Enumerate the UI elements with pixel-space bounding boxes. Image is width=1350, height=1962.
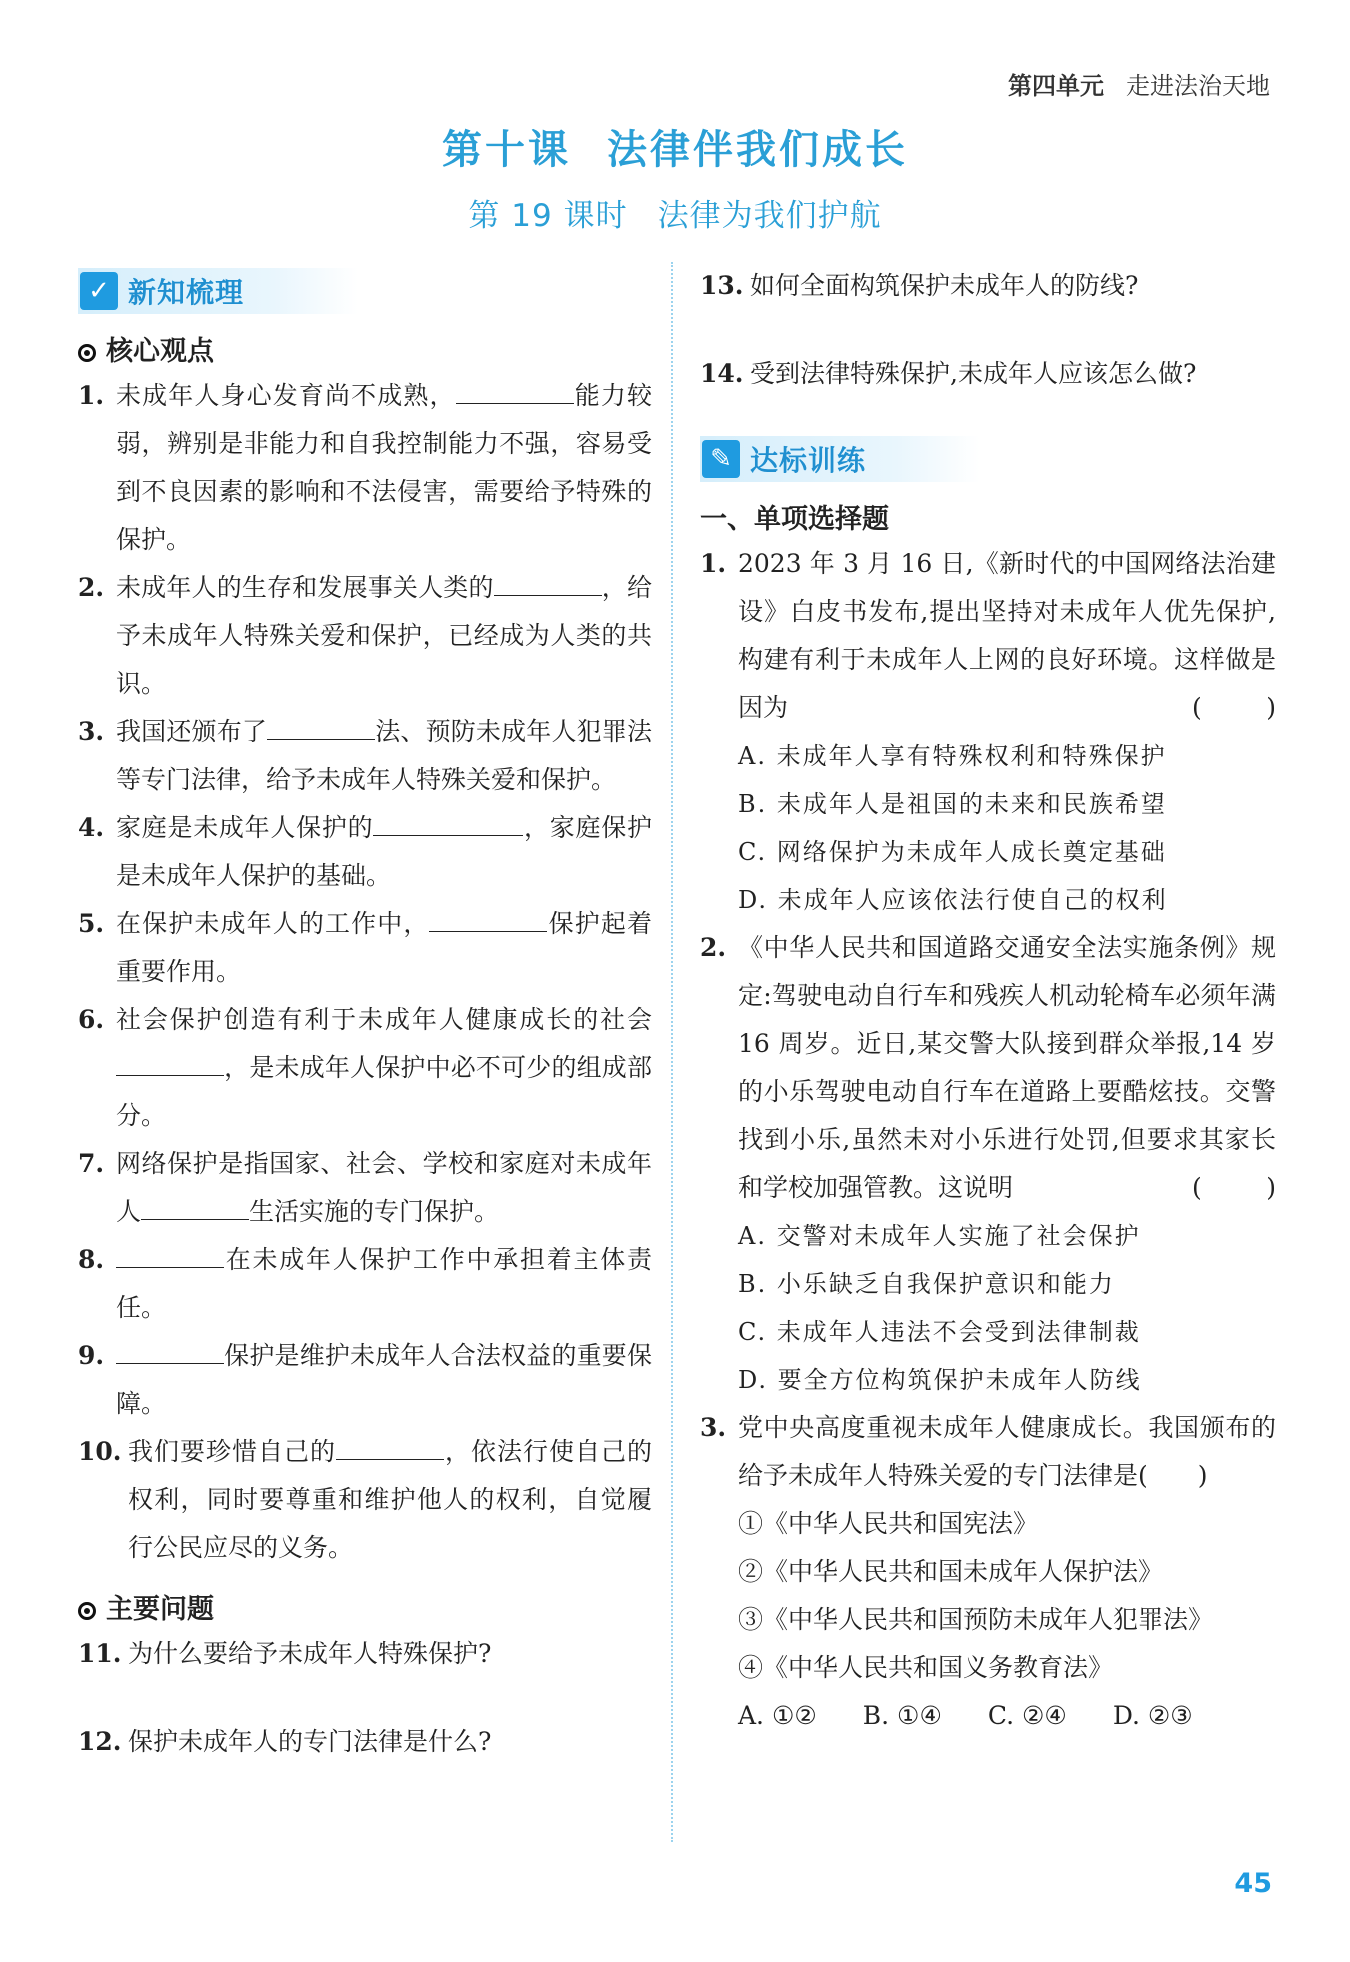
mc-option[interactable]: C. ②④ [987, 1701, 1067, 1730]
mc-question: 3. 党中央高度重视未成年人健康成长。我国颁布的给予未成年人特殊关爱的专门法律是( ) [700, 1413, 1276, 1490]
answer-blank[interactable] [494, 565, 602, 596]
checkmark-icon: ✓ [80, 272, 118, 310]
core-heading: 核心观点 [78, 332, 652, 372]
answer-blank[interactable] [116, 1333, 224, 1364]
mc-option[interactable]: B. ①④ [862, 1701, 942, 1730]
mc-choices [700, 1692, 1276, 1740]
open-question: 14. 受到法律特殊保护,未成年人应该怎么做? [700, 359, 1197, 388]
section-banner-new-knowledge [78, 268, 358, 314]
period-title [0, 190, 1350, 235]
law-option: ①《中华人民共和国宪法》 [738, 1509, 1039, 1538]
main-questions-heading: 主要问题 [78, 1590, 652, 1630]
knowledge-item: 5. 在保护未成年人的工作中， 保护起着重要作用。 [78, 900, 652, 996]
bullet-icon [78, 344, 96, 362]
answer-parentheses[interactable]: ( ) [1138, 1461, 1208, 1490]
law-option: ③《中华人民共和国预防未成年人犯罪法》 [738, 1605, 1214, 1634]
mc-option[interactable]: D. 要全方位构筑保护未成年人防线 [738, 1366, 1142, 1394]
knowledge-item: 10. 我们要珍惜自己的 ，依法行使自己的权利，同时要尊重和维护他人的权利，自觉履行公民应尽的义务。 [78, 1428, 652, 1572]
knowledge-item: 7. 网络保护是指国家、社会、学校和家庭对未成年人 生活实施的专门保护。 [78, 1149, 652, 1226]
lesson-name: 法律伴我们成长 [607, 127, 908, 173]
answer-blank[interactable] [373, 805, 523, 836]
pencil-icon: ✎ [702, 440, 740, 478]
answer-space[interactable] [78, 1678, 652, 1718]
answer-blank[interactable] [116, 1045, 224, 1076]
answer-parentheses[interactable]: ( ) [1192, 1173, 1276, 1202]
mc-option[interactable]: C. 未成年人违法不会受到法律制裁 [738, 1318, 1141, 1346]
mc-option[interactable]: A. ①② [738, 1701, 817, 1730]
column-divider [671, 262, 673, 1842]
open-question: 12. 保护未成年人的专门法律是什么? [78, 1727, 492, 1756]
mc-option[interactable]: D. ②③ [1112, 1701, 1193, 1730]
answer-blank[interactable] [141, 1189, 249, 1220]
knowledge-item: 4. 家庭是未成年人保护的 ，家庭保护是未成年人保护的基础。 [78, 804, 652, 900]
mc-option[interactable]: B. 小乐缺乏自我保护意识和能力 [738, 1270, 1115, 1298]
knowledge-item: 9. 保护是维护未成年人合法权益的重要保障。 [78, 1332, 652, 1428]
lesson-number: 第十课 [442, 127, 571, 173]
unit-title: 走进法治天地 [1126, 72, 1270, 100]
law-option: ②《中华人民共和国未成年人保护法》 [738, 1557, 1164, 1586]
knowledge-item: 6. 社会保护创造有利于未成年人健康成长的社会，是未成年人保护中必不可少的组成部分。 [78, 1005, 652, 1130]
open-question: 13. 如何全面构筑保护未成年人的防线? [700, 271, 1139, 300]
left-column [78, 268, 652, 1766]
lesson-title [0, 118, 1350, 175]
mc-option[interactable]: C. 网络保护为未成年人成长奠定基础 [738, 838, 1167, 866]
knowledge-item: 3. 我国还颁布了 法、预防未成年人犯罪法等专门法律，给予未成年人特殊关爱和保护。 [78, 708, 652, 804]
knowledge-item: 8. 在未成年人保护工作中承担着主体责任。 [78, 1236, 652, 1332]
answer-blank[interactable] [267, 709, 375, 740]
page-header [1008, 66, 1270, 101]
answer-blank[interactable] [116, 1237, 224, 1268]
answer-blank[interactable] [336, 1429, 444, 1460]
answer-blank[interactable] [429, 901, 547, 932]
page-number: 45 [1234, 1868, 1272, 1899]
section-title: 新知梳理 [128, 276, 245, 309]
answer-blank[interactable] [456, 373, 574, 404]
mc-option[interactable]: B. 未成年人是祖国的未来和民族希望 [738, 790, 1167, 818]
knowledge-item: 2. 未成年人的生存和发展事关人类的 ，给予未成年人特殊关爱和保护，已经成为人类的共识。 [78, 564, 652, 708]
open-question: 11. 为什么要给予未成年人特殊保护? [78, 1639, 492, 1668]
section-title: 达标训练 [750, 444, 867, 477]
law-option: ④《中华人民共和国义务教育法》 [738, 1653, 1114, 1682]
mc-option[interactable]: D. 未成年人应该依法行使自己的权利 [738, 886, 1168, 914]
section-banner-practice [700, 436, 980, 482]
answer-space[interactable] [700, 310, 1276, 350]
part-heading: 一、单项选择题 [700, 504, 889, 535]
mc-question: 2. 《中华人民共和国道路交通安全法实施条例》规定:驾驶电动自行车和残疾人机动轮椅车必须年满 16 周岁。近日,某交警大队接到群众举报,14 岁的小乐驾驶电动自行车在道路上要酷炫技。交警找到小乐,虽然未对小乐进行处罚,但要求其家长和学校加强管教。这说明 ( ) [700, 924, 1276, 1212]
period-number: 第 19 课时 [468, 198, 628, 234]
period-name: 法律为我们护航 [657, 198, 882, 234]
bullet-icon [78, 1602, 96, 1620]
right-column [700, 262, 1276, 1740]
answer-parentheses[interactable]: ( ) [1192, 693, 1276, 722]
mc-option[interactable]: A. 未成年人享有特殊权利和特殊保护 [738, 742, 1167, 770]
knowledge-item: 1. 未成年人身心发育尚不成熟， 能力较弱，辨别是非能力和自我控制能力不强，容易受到不良因素的影响和不法侵害，需要给予特殊的保护。 [78, 372, 652, 564]
mc-question: 1. 2023 年 3 月 16 日,《新时代的中国网络法治建设》白皮书发布,提出坚持对未成年人优先保护,构建有利于未成年人上网的良好环境。这样做是因为 ( ) [700, 540, 1276, 732]
mc-option[interactable]: A. 交警对未成年人实施了社会保护 [738, 1222, 1141, 1250]
unit-label: 第四单元 [1008, 72, 1104, 100]
